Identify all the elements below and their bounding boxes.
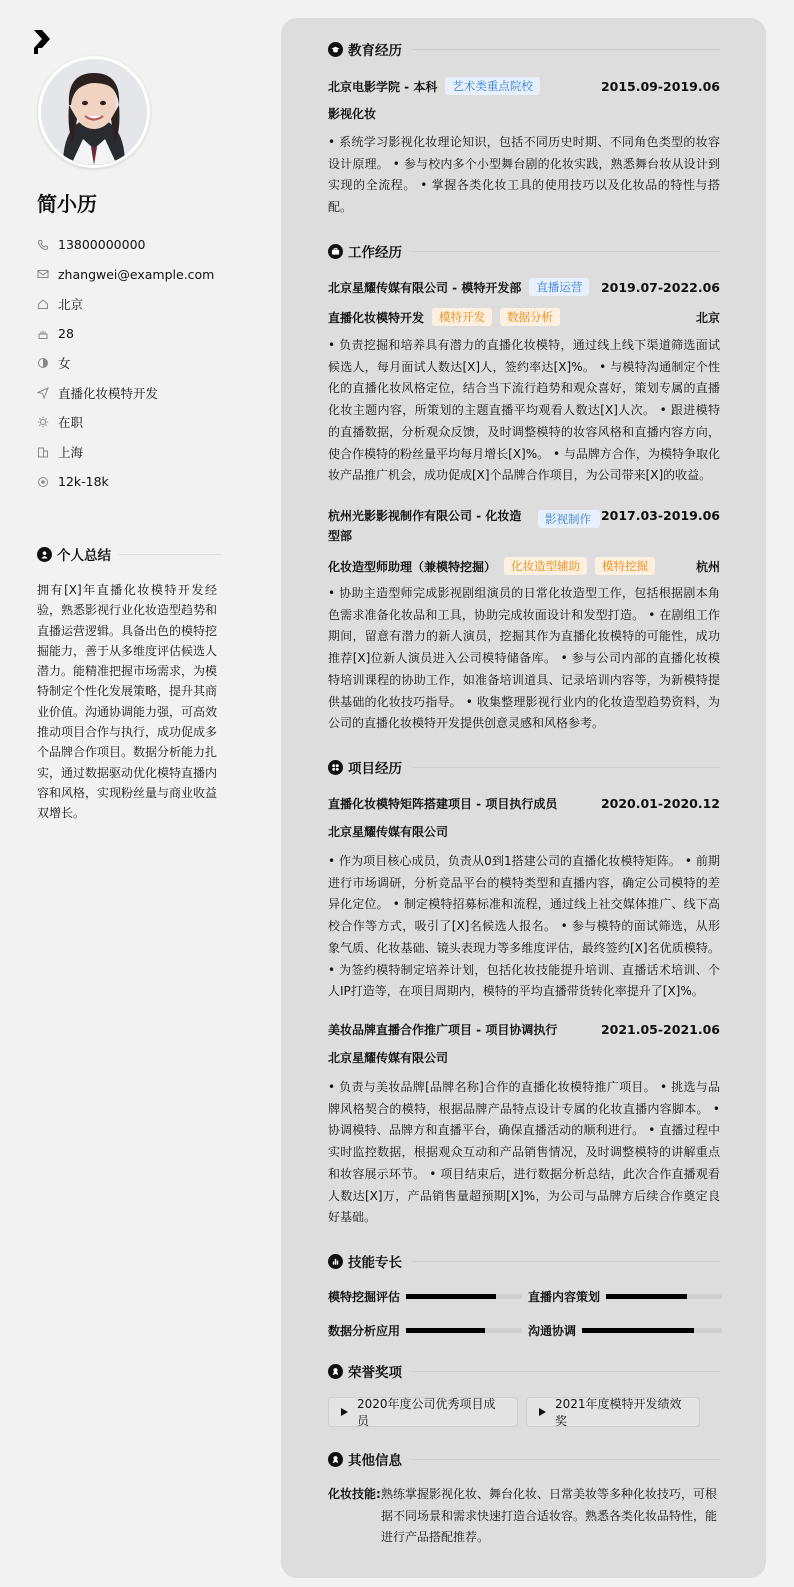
- divider: [412, 49, 720, 50]
- role-tag: 模特挖掘: [595, 557, 655, 575]
- project-org: 北京星耀传媒有限公司: [328, 1051, 449, 1065]
- skill-name: 直播内容策划: [528, 1290, 601, 1304]
- work-date: 2017.03-2019.06: [600, 508, 720, 523]
- work-date: 2019.07-2022.06: [600, 279, 720, 295]
- company-name: 北京星耀传媒有限公司 - 模特开发部: [328, 280, 522, 295]
- phone-icon: [37, 239, 49, 251]
- work-description: • 协助主造型师完成影视剧组演员的日常化妆造型工作，包括根据剧本角色需求准备化妆品和工具，协助完成妆面设计和发型打造。 • 在剧组工作期间，留意有潜力的新人演员，挖掘其作为直播化妆模特的可能性，成功推荐[X]位新人演员进入公司模特储备库。 • 参与公司内部的直播化妆模特培训课程的协助工作，如准备培训道具、记录培训内容等，为新模特提供基础的化妆技巧指导。 • 收集整理影视行业内的化妆造型趋势资料，为公司的直播化妆模特开发提供创意灵感和风格参考。: [328, 586, 720, 731]
- education-date: 2015.09-2019.06: [600, 78, 720, 94]
- skill-item: [528, 1322, 722, 1339]
- gender-icon: [37, 357, 49, 369]
- skill-bar: [406, 1328, 522, 1333]
- skill-bar-fill: [406, 1328, 485, 1333]
- sidebar: [0, 0, 272, 1587]
- mail-icon: [37, 268, 49, 280]
- award-icon: [328, 1452, 343, 1467]
- play-icon: [341, 1408, 348, 1416]
- awards-heading: 荣誉奖项: [328, 1361, 720, 1381]
- summary-heading: 个人总结: [37, 544, 221, 564]
- salary-icon: [37, 476, 49, 488]
- job-title: 直播化妆模特开发: [328, 310, 425, 325]
- education-item: [328, 76, 720, 219]
- skill-name: 数据分析应用: [328, 1324, 401, 1338]
- contact-salary: 12k-18k: [37, 467, 247, 497]
- grid-icon: [328, 760, 343, 775]
- contact-home: 北京: [37, 289, 247, 319]
- other-value: 熟练掌握影视化妆、舞台化妆、日常美妆等多种化妆技巧，可根据不同场景和需求快速打造合适妆容。熟悉各类化妆品特性，能进行产品搭配推荐。: [381, 1487, 718, 1545]
- other-key: 化妆技能:: [328, 1487, 381, 1501]
- role-tag: 数据分析: [500, 308, 560, 326]
- skills-heading: 技能专长: [328, 1251, 720, 1271]
- skill-bar: [606, 1294, 722, 1299]
- skills-grid: [328, 1288, 720, 1358]
- skill-bar-fill: [606, 1294, 687, 1299]
- divider: [412, 1459, 720, 1460]
- skill-bar: [406, 1294, 522, 1299]
- send-icon: [37, 387, 49, 399]
- avatar-photo: [41, 59, 147, 165]
- user-icon: [37, 547, 52, 562]
- briefcase-icon: [328, 244, 343, 259]
- contact-list: [37, 230, 247, 496]
- education-major: 影视化妆: [328, 107, 377, 121]
- logo-icon: [32, 28, 52, 56]
- project-org: 北京星耀传媒有限公司: [328, 825, 449, 839]
- project-item: [328, 793, 720, 1003]
- skill-name: 模特挖掘评估: [328, 1290, 401, 1304]
- project-date: 2021.05-2021.06: [600, 1021, 720, 1037]
- divider: [119, 554, 221, 555]
- work-city: 北京: [695, 310, 720, 325]
- bar-chart-icon: [328, 1254, 343, 1269]
- award-item: 2021年度模特开发绩效奖: [526, 1397, 700, 1427]
- skill-bar-fill: [406, 1294, 496, 1299]
- project-date: 2020.01-2020.12: [600, 795, 720, 811]
- project-description: • 作为项目核心成员，负责从0到1搭建公司的直播化妆模特矩阵。 • 前期进行市场调研，分析竞品平台的模特类型和直播内容，确定公司模特的差异化定位。 • 制定模特招募标准和流程，通过线上社交媒体推广、线下高校合作等方式，吸引了[X]名候选人报名。 • 参与模特的面试筛选，从形象气质、化妆基础、镜头表现力等多维度评估，最终签约[X]名优质模特。 • 为签约模特制定培养计划，包括化妆技能提升培训、直播话术培训、个人IP打造等，在项目周期内，模特的平均直播带货转化率提升了[X]%。: [328, 854, 720, 999]
- divider: [412, 251, 720, 252]
- work-description: • 负责挖掘和培养具有潜力的直播化妆模特，通过线上线下渠道筛选面试候选人，每月面试人数达[X]人，签约率达[X]%。 • 与模特沟通制定个性化的直播化妆风格定位，结合当下流行趋势和观众喜好，策划专属的直播化妆主题内容，所策划的主题直播平均观看人数达[X]人次。 • 跟进模特的直播数据，分析观众反馈，及时调整模特的妆容风格和直播内容方向，使合作模特的粉丝量平均每月增长[X]%。 • 与品牌方合作，为模特争取化妆产品推广机会，成功促成[X]个品牌合作项目，为公司带来[X]的收益。: [328, 338, 720, 483]
- main-card: [281, 18, 766, 1578]
- summary-text: 拥有[X]年直播化妆模特开发经验，熟悉影视行业化妆造型趋势和直播运营逻辑。具备出色的模特挖掘能力，善于从多维度评估候选人潜力。能精准把握市场需求，为模特制定个性化发展策略，提升其商业价值。沟通协调能力强，可高效推动项目合作与执行，成功促成多个品牌合作项目。数据分析能力扎实，通过数据驱动优化模特直播内容和风格，实现粉丝量与商业收益双增长。: [37, 583, 218, 821]
- contact-status: 在职: [37, 408, 247, 438]
- skill-bar: [582, 1328, 722, 1333]
- company-tag: 直播运营: [529, 278, 589, 296]
- education-description: • 系统学习影视化妆理论知识，包括不同历史时期、不同角色类型的妆容设计原理。 • 参与校内多个小型舞台剧的化妆实践，熟悉舞台妆从设计到实现的全流程。 • 掌握各类化妆工具的使用技巧以及化妆品的特性与搭配。: [328, 135, 720, 215]
- work-heading: 工作经历: [328, 241, 720, 261]
- work-item: [328, 506, 720, 735]
- contact-phone: 13800000000: [37, 230, 247, 260]
- other-heading: 其他信息: [328, 1449, 720, 1469]
- project-name: 直播化妆模特矩阵搭建项目 - 项目执行成员: [328, 796, 558, 811]
- divider: [412, 767, 720, 768]
- job-title: 化妆造型师助理（兼模特挖掘）: [328, 559, 497, 574]
- contact-age: 28: [37, 319, 247, 349]
- work-item: [328, 277, 720, 487]
- school-tag: 艺术类重点院校: [445, 77, 540, 95]
- projects-heading: 项目经历: [328, 757, 720, 777]
- role-tag: 模特开发: [432, 308, 492, 326]
- skill-bar-fill: [582, 1328, 694, 1333]
- award-item: 2020年度公司优秀项目成员: [328, 1397, 518, 1427]
- divider: [412, 1371, 720, 1372]
- status-icon: [37, 416, 49, 428]
- education-heading: 教育经历: [328, 39, 720, 59]
- graduation-cap-icon: [328, 42, 343, 57]
- contact-position: 直播化妆模特开发: [37, 378, 247, 408]
- project-name: 美妆品牌直播合作推广项目 - 项目协调执行: [328, 1022, 558, 1037]
- role-tag: 化妆造型辅助: [504, 557, 587, 575]
- skill-name: 沟通协调: [528, 1324, 577, 1338]
- age-icon: [37, 328, 49, 340]
- school-name: 北京电影学院 - 本科: [328, 79, 438, 94]
- avatar: [38, 56, 150, 168]
- project-item: [328, 1019, 720, 1229]
- company-name: 杭州光影影视制作有限公司 - 化妆造型部: [328, 509, 522, 543]
- award-icon: [328, 1364, 343, 1379]
- other-info: [328, 1484, 720, 1549]
- work-city: 杭州: [695, 559, 720, 574]
- contact-gender: 女: [37, 348, 247, 378]
- project-description: • 负责与美妆品牌[品牌名称]合作的直播化妆模特推广项目。 • 挑选与品牌风格契合的模特，根据品牌产品特点设计专属的化妆直播内容脚本。 • 协调模特、品牌方和直播平台，确保直播活动的顺利进行。 • 直播过程中实时监控数据，根据观众互动和产品销售情况，及时调整模特的讲解重点和妆容展示环节。 • 项目结束后，进行数据分析总结，此次合作直播观看人数达[X]万，产品销售量超预期[X]%，为公司与品牌方后续合作奠定良好基础。: [328, 1080, 720, 1225]
- contact-email: zhangwei@example.com: [37, 260, 247, 290]
- profile-name: 简小历: [37, 192, 97, 216]
- company-tag: 影视制作: [538, 510, 600, 528]
- skill-item: [328, 1322, 522, 1339]
- skill-item: [328, 1288, 522, 1305]
- skill-item: [528, 1288, 722, 1305]
- city-icon: [37, 446, 49, 458]
- divider: [412, 1261, 720, 1262]
- play-icon: [539, 1408, 546, 1416]
- home-icon: [37, 298, 49, 310]
- contact-city: 上海: [37, 437, 247, 467]
